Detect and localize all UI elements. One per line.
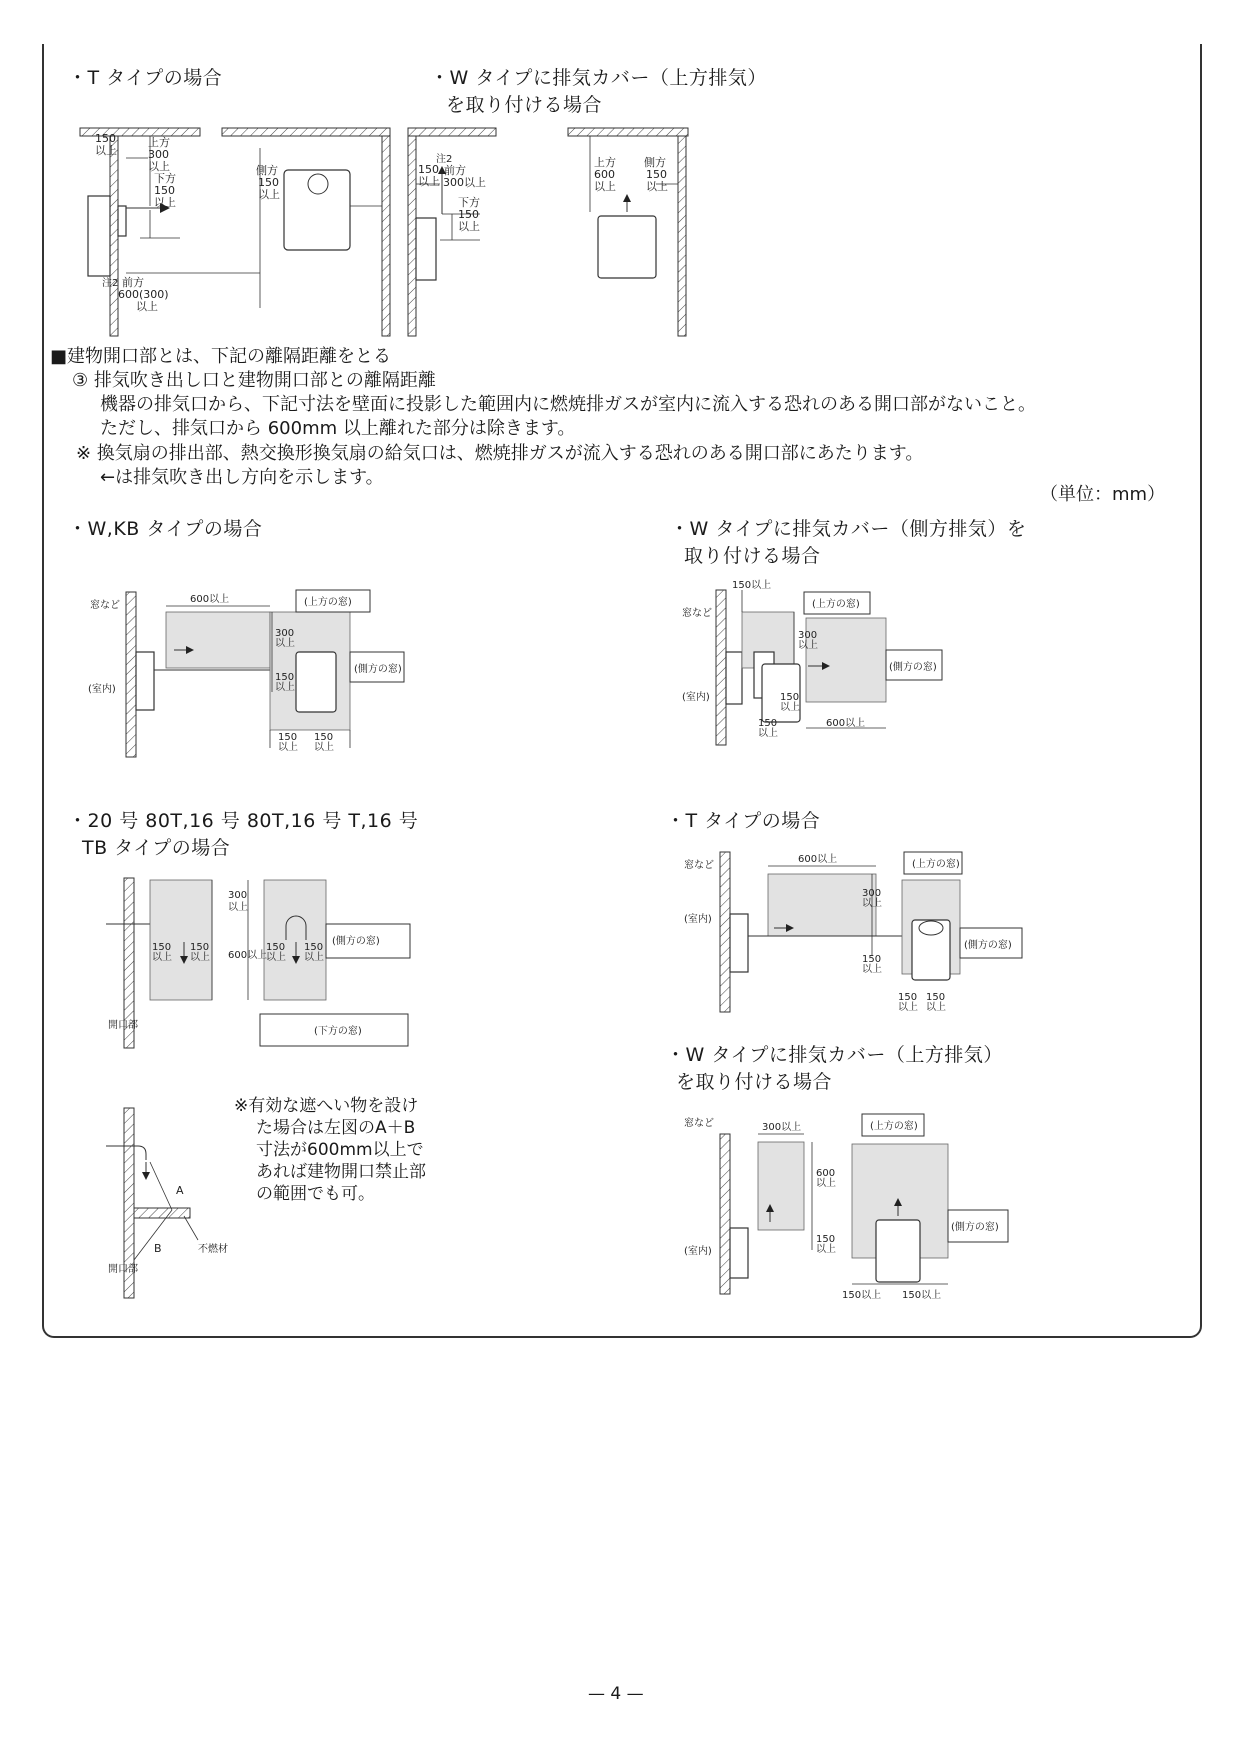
note-line-1: ※有効な遮へい物を設け [234,1096,419,1116]
svg-text:(側方の窓): (側方の窓) [332,936,380,947]
diagram-models-clearance [88,868,428,1078]
svg-text:150: 150 [278,732,298,743]
svg-text:150: 150 [816,1234,836,1245]
svg-text:以上: 以上 [275,638,295,649]
svg-text:150: 150 [758,718,778,729]
svg-text:以上: 以上 [780,702,800,713]
svg-text:(上方の窓): (上方の窓) [812,599,860,610]
svg-text:(上方の窓): (上方の窓) [870,1121,918,1132]
svg-text:600以上: 600以上 [826,718,866,729]
svg-text:600: 600 [816,1168,836,1179]
svg-text:以上: 以上 [418,175,440,188]
water-heater-unit [88,196,110,276]
svg-text:注2: 注2 [436,154,453,165]
svg-text:以上: 以上 [816,1178,836,1189]
svg-text:以上: 以上 [304,952,324,963]
water-heater-unit [598,216,656,278]
svg-text:以上: 以上 [758,728,778,739]
svg-text:(上方の窓): (上方の窓) [304,597,352,608]
svg-text:150: 150 [780,692,800,703]
heading-t-type-bottom: ・T タイプの場合 [666,810,821,832]
svg-text:150: 150 [862,954,882,965]
svg-text:以上: 以上 [266,952,286,963]
svg-text:150: 150 [152,942,172,953]
heading-w-cover-side-line1: ・W タイプに排気カバー（側方排気）を [670,518,1027,540]
svg-text:150以上: 150以上 [732,580,772,591]
svg-text:(室内): (室内) [88,684,116,695]
svg-text:以上: 以上 [275,682,295,693]
heading-w-cover-side-line2: 取り付ける場合 [684,545,821,567]
svg-text:以上: 以上 [458,220,480,233]
heading-wkb: ・W,KB タイプの場合 [68,518,263,540]
svg-text:A: A [176,1184,184,1197]
note-line-4: あれば建物開口禁止部 [256,1162,426,1182]
svg-text:150以上: 150以上 [842,1290,882,1301]
svg-text:300以上: 300以上 [762,1122,802,1133]
heading-w-cover-up-line2: を取り付ける場合 [676,1071,833,1093]
svg-text:以上: 以上 [926,1002,946,1013]
water-heater-unit [876,1220,920,1282]
clearance-zone [758,1142,804,1230]
svg-text:150: 150 [275,672,295,683]
heading-w-cover-up-line1: ・W タイプに排気カバー（上方排気） [666,1044,1003,1066]
diagram-w-cover-top-side [408,128,496,336]
svg-text:(上方の窓): (上方の窓) [912,859,960,870]
svg-text:以上: 以上 [314,742,334,753]
svg-text:150: 150 [190,942,210,953]
intro-line-2: ③ 排気吹き出し口と建物開口部との離隔距離 [72,370,436,391]
svg-text:開口部: 開口部 [108,1264,138,1275]
svg-text:150: 150 [458,208,479,221]
svg-text:(側方の窓): (側方の窓) [964,940,1012,951]
svg-text:以上: 以上 [154,196,176,209]
svg-text:(室内): (室内) [682,692,710,703]
svg-text:以上: 以上 [898,1002,918,1013]
water-heater-unit [284,170,350,250]
svg-text:窓など: 窓など [684,1118,714,1129]
svg-text:不燃材: 不燃材 [198,1244,228,1255]
svg-text:600: 600 [594,168,615,181]
svg-text:(側方の窓): (側方の窓) [889,662,937,673]
clearance-zone [166,612,270,668]
svg-text:上方: 上方 [594,156,616,169]
svg-text:300: 300 [148,148,169,161]
svg-text:以上: 以上 [136,300,158,313]
svg-text:600以上: 600以上 [798,854,838,865]
svg-text:(室内): (室内) [684,1246,712,1257]
svg-text:300: 300 [228,890,248,901]
svg-text:150: 150 [95,132,116,145]
water-heater-unit [296,652,336,712]
svg-text:150: 150 [418,163,439,176]
diagram-t-type-front [222,128,390,336]
svg-text:前方: 前方 [122,276,144,289]
diagram-w-cover-top-front [568,128,688,336]
unit-note: （単位：mm） [1040,484,1166,505]
svg-text:B: B [154,1242,162,1255]
svg-text:300: 300 [862,888,882,899]
diagram-t-type-bottom [676,842,1036,1024]
svg-text:600以上: 600以上 [228,950,268,961]
note-line-3: 寸法が600mm以上で [256,1140,424,1160]
svg-text:窓など: 窓など [682,608,712,619]
svg-text:以上: 以上 [258,188,280,201]
svg-text:上方: 上方 [148,136,170,149]
svg-text:注2: 注2 [102,278,119,289]
intro-line-1: ■建物開口部とは、下記の離隔距離をとる [50,346,392,367]
svg-text:150以上: 150以上 [902,1290,942,1301]
svg-text:窓など: 窓など [684,860,714,871]
wall-hatch [110,136,118,336]
clearance-zone [150,880,212,1000]
svg-text:側方: 側方 [644,156,666,169]
note-line-5: の範囲でも可。 [256,1184,375,1204]
svg-text:150: 150 [314,732,334,743]
diagram-t-type-side [80,128,260,336]
diagram-wkb [82,580,442,760]
diagram-w-cover-up [676,1104,1036,1304]
heading-models-line2: TB タイプの場合 [82,837,231,859]
svg-text:以上: 以上 [646,180,668,193]
svg-text:(室内): (室内) [684,914,712,925]
svg-text:窓など: 窓など [90,600,120,611]
water-heater-unit [416,218,436,280]
heading-t-type-top: ・T タイプの場合 [68,67,223,89]
svg-text:150: 150 [926,992,946,1003]
svg-text:前方: 前方 [444,164,466,177]
note-line-2: た場合は左図のA＋B [256,1118,416,1138]
svg-text:150: 150 [154,184,175,197]
diagram-shield [88,1100,258,1310]
svg-text:300以上: 300以上 [443,176,486,189]
page-number: — 4 — [588,1684,644,1704]
intro-line-3: 機器の排気口から、下記寸法を壁面に投影した範囲内に燃焼排ガスが室内に流入する恐れのある開口部がないこと。 [100,394,1036,415]
svg-text:300: 300 [798,630,818,641]
svg-text:(側方の窓): (側方の窓) [354,664,402,675]
svg-text:150: 150 [266,942,286,953]
svg-text:(下方の窓): (下方の窓) [314,1026,362,1037]
svg-text:開口部: 開口部 [108,1020,138,1031]
svg-text:以上: 以上 [228,902,248,913]
svg-text:600(300): 600(300) [118,288,169,301]
svg-text:以上: 以上 [862,898,882,909]
svg-text:以上: 以上 [798,640,818,651]
heading-w-cover-top-line2: を取り付ける場合 [446,94,603,116]
svg-text:以上: 以上 [594,180,616,193]
svg-text:下方: 下方 [458,196,480,209]
svg-text:以上: 以上 [278,742,298,753]
clearance-zone [768,874,876,936]
diagram-w-cover-side [676,578,1076,748]
heading-w-cover-top-line1: ・W タイプに排気カバー（上方排気） [430,67,767,89]
svg-text:以上: 以上 [95,144,117,157]
svg-text:150: 150 [646,168,667,181]
top-clearance-diagrams [60,118,1160,340]
svg-text:下方: 下方 [154,172,176,185]
noncombustible-shield [134,1208,190,1218]
svg-text:側方: 側方 [256,164,278,177]
svg-text:150: 150 [898,992,918,1003]
svg-text:150: 150 [258,176,279,189]
svg-text:以上: 以上 [862,964,882,975]
svg-text:150: 150 [304,942,324,953]
intro-line-6: ←は排気吹き出し方向を示します。 [100,467,384,488]
heading-models-line1: ・20 号 80T,16 号 80T,16 号 T,16 号 [68,810,419,832]
svg-text:以上: 以上 [190,952,210,963]
intro-line-4: ただし、排気口から 600mm 以上離れた部分は除きます。 [100,418,576,439]
intro-line-5: ※ 換気扇の排出部、熱交換形換気扇の給気口は、燃焼排ガスが流入する恐れのある開口部にあたります。 [76,443,924,464]
svg-text:以上: 以上 [816,1244,836,1255]
water-heater-unit [912,920,950,980]
svg-text:以上: 以上 [148,160,170,173]
svg-text:(側方の窓): (側方の窓) [951,1222,999,1233]
svg-text:600以上: 600以上 [190,594,230,605]
svg-text:以上: 以上 [152,952,172,963]
svg-text:300: 300 [275,628,295,639]
